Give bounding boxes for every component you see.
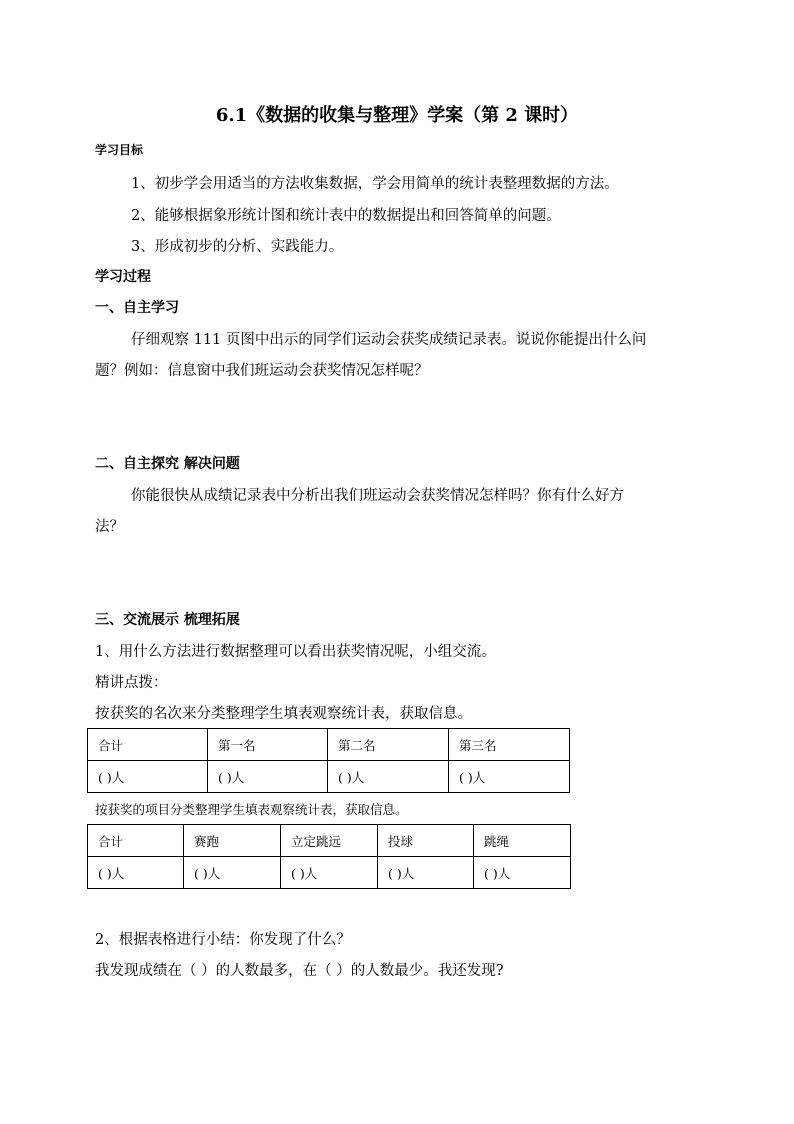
table-cell: ( )人 [208, 761, 328, 793]
table-header-cell: 第二名 [328, 729, 449, 761]
table-header-row [88, 729, 570, 761]
table-header-cell: 立定跳远 [281, 825, 378, 857]
table-header-cell: 第一名 [208, 729, 328, 761]
table-cell: ( )人 [328, 761, 449, 793]
section3-heading: 三、交流展示 梳理拓展 [95, 612, 240, 628]
goals-heading: 学习目标 [95, 143, 144, 157]
table-cell: ( )人 [378, 857, 474, 889]
process-heading: 学习过程 [95, 269, 151, 285]
table-cell: ( )人 [88, 857, 184, 889]
section1-text-line2: 题？例如：信息窗中我们班运动会获奖情况怎样呢？ [95, 363, 429, 379]
table-cell: ( )人 [88, 761, 208, 793]
section1-heading: 一、自主学习 [95, 300, 179, 316]
table-row [88, 761, 570, 793]
table-cell: ( )人 [184, 857, 281, 889]
goal-item: 3、形成初步的分析、实践能力。 [131, 239, 344, 255]
event-table [87, 824, 571, 889]
section2-heading: 二、自主探究 解决问题 [95, 456, 240, 472]
section1-text-line1: 仔细观察 111 页图中出示的同学们运动会获奖成绩记录表。说说你能提出什么问 [131, 332, 647, 348]
table-row [88, 857, 571, 889]
goal-item: 1、初步学会用适当的方法收集数据，学会用简单的统计表整理数据的方法。 [131, 176, 619, 192]
table-cell: ( )人 [449, 761, 570, 793]
page-title: 6.1《数据的收集与整理》学案（第 2 课时） [215, 105, 579, 126]
table2-caption: 按获奖的项目分类整理学生填表观察统计表，获取信息。 [95, 802, 408, 817]
rank-table [87, 728, 570, 793]
table-header-cell: 合计 [88, 825, 184, 857]
question-2-answer: 我发现成绩在（ ）的人数最多，在（ ）的人数最少。我还发现? [95, 963, 504, 979]
tip-label: 精讲点拨： [95, 675, 168, 691]
table1-caption: 按获奖的名次来分类整理学生填表观察统计表，获取信息。 [95, 706, 472, 722]
goal-item: 2、能够根据象形统计图和统计表中的数据提出和回答简单的问题。 [131, 208, 561, 224]
table-header-cell: 第三名 [449, 729, 570, 761]
table-header-cell: 合计 [88, 729, 208, 761]
section2-text-line1: 你能很快从成绩记录表中分析出我们班运动会获奖情况怎样吗？你有什么好方 [131, 488, 624, 504]
table-cell: ( )人 [474, 857, 571, 889]
section2-text-line2: 法？ [95, 519, 124, 535]
question-2: 2、根据表格进行小结：你发现了什么？ [95, 932, 351, 948]
table-header-cell: 跳绳 [474, 825, 571, 857]
table-header-cell: 赛跑 [184, 825, 281, 857]
table-header-cell: 投球 [378, 825, 474, 857]
table-header-row [88, 825, 571, 857]
question-1: 1、用什么方法进行数据整理可以看出获奖情况呢，小组交流。 [95, 644, 496, 660]
table-cell: ( )人 [281, 857, 378, 889]
